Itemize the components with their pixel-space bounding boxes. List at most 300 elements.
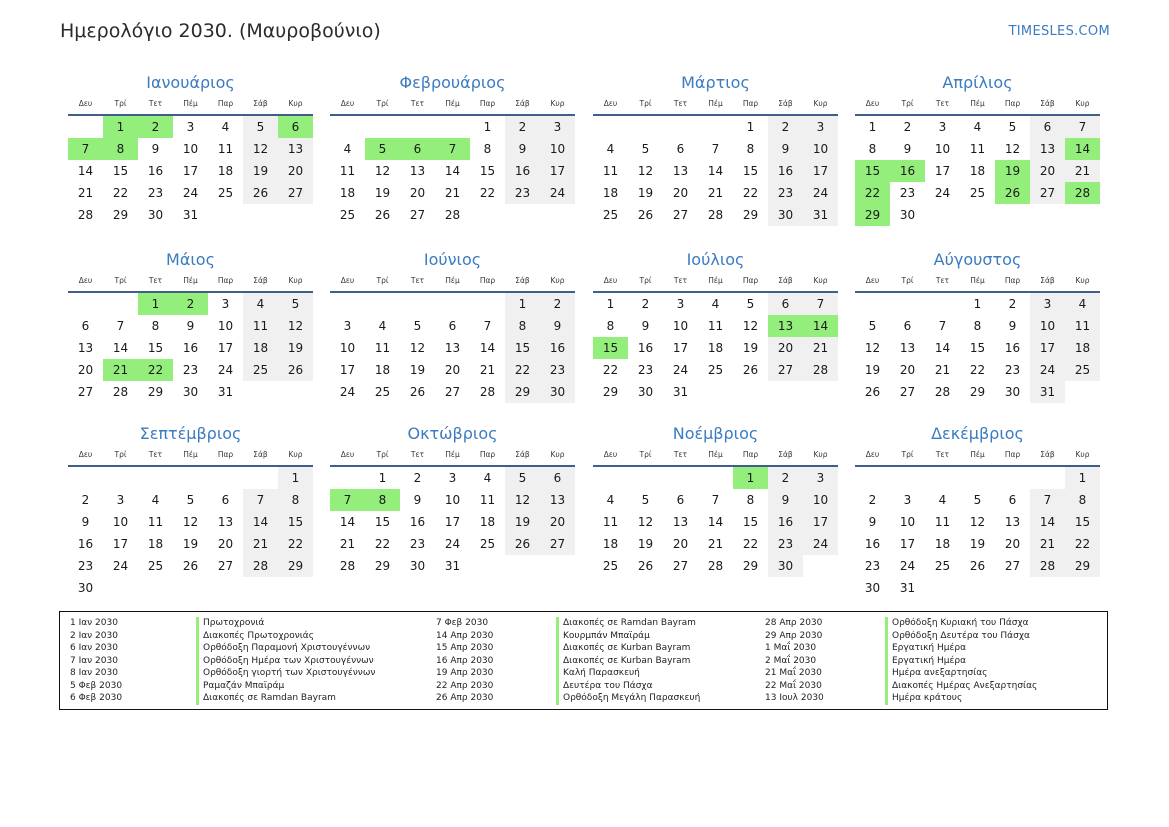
- month-calendar: [855, 423, 1100, 599]
- holiday-date: 2 Ιαν 2030: [70, 630, 118, 641]
- day-cell: 11: [1065, 315, 1100, 337]
- day-cell: 3: [540, 116, 575, 138]
- weekday-label: Κυρ: [1075, 276, 1090, 285]
- empty-cell: [593, 116, 628, 138]
- day-cell: 3: [903, 493, 912, 507]
- weekday-label: Τετ: [148, 99, 163, 108]
- day-cell: 29: [278, 555, 313, 577]
- day-cell: 27: [217, 559, 234, 573]
- page-title: Ημερολόγιο 2030. (Μαυροβούνιο): [60, 20, 381, 42]
- weekday-label: Παρ: [479, 450, 496, 459]
- weekday-label: Παρ: [742, 99, 759, 108]
- day-cell: 15: [505, 337, 540, 359]
- holiday-row: [70, 642, 371, 655]
- day-cell: 27: [899, 385, 916, 399]
- empty-cell: [593, 467, 628, 489]
- holiday-day-cell: 16: [890, 160, 925, 182]
- weekday-label: Δευ: [340, 450, 355, 459]
- day-cell: 12: [505, 489, 540, 511]
- weekday-label: Δευ: [78, 99, 93, 108]
- day-cell: 20: [77, 363, 94, 377]
- day-cell: 23: [768, 533, 803, 555]
- month-calendar: [593, 423, 838, 577]
- day-cell: 14: [77, 164, 94, 178]
- holiday-name: Διακοπές σε Ramdan Bayram: [196, 692, 336, 705]
- holiday-day-cell: 21: [103, 359, 138, 381]
- holiday-day-cell: 22: [855, 182, 890, 204]
- day-cell: 30: [637, 385, 654, 399]
- day-cell: 17: [672, 341, 689, 355]
- holiday-name: Εργατική Ημέρα: [885, 642, 966, 655]
- day-cell: 7: [711, 493, 720, 507]
- day-cell: 26: [278, 359, 313, 381]
- day-cell: 30: [540, 381, 575, 403]
- day-cell: 17: [803, 160, 838, 182]
- day-cell: 15: [969, 341, 986, 355]
- weekday-label: Τετ: [410, 450, 425, 459]
- day-cell: 24: [934, 186, 951, 200]
- holiday-name: Διακοπές σε Kurban Bayram: [556, 655, 690, 668]
- day-cell: 12: [243, 138, 278, 160]
- day-cell: 18: [374, 363, 391, 377]
- day-cell: 24: [803, 533, 838, 555]
- day-cell: 17: [339, 363, 356, 377]
- day-cell: 21: [1065, 160, 1100, 182]
- day-cell: 10: [217, 319, 234, 333]
- day-cell: 9: [505, 138, 540, 160]
- day-cell: 14: [444, 164, 461, 178]
- weekday-label: Σάβ: [253, 99, 268, 108]
- day-cell: 9: [768, 138, 803, 160]
- empty-cell: [995, 467, 1030, 489]
- weekday-label: Τετ: [673, 276, 688, 285]
- day-cell: 25: [602, 559, 619, 573]
- empty-cell: [663, 116, 698, 138]
- holiday-date: 16 Απρ 2030: [436, 655, 494, 666]
- weekday-label: Δευ: [865, 276, 880, 285]
- day-cell: 17: [540, 160, 575, 182]
- day-cell: 30: [899, 208, 916, 222]
- day-cell: 11: [934, 515, 951, 529]
- holiday-column: [765, 617, 1038, 705]
- day-cell: 28: [339, 559, 356, 573]
- day-cell: 31: [182, 208, 199, 222]
- day-cell: 31: [217, 385, 234, 399]
- day-cell: 5: [746, 297, 755, 311]
- day-cell: 19: [278, 337, 313, 359]
- weekday-label: Κυρ: [288, 450, 303, 459]
- empty-cell: [628, 467, 663, 489]
- empty-cell: [208, 467, 243, 489]
- day-cell: 20: [409, 186, 426, 200]
- holiday-day-cell: 15: [855, 160, 890, 182]
- day-cell: 9: [413, 493, 422, 507]
- holiday-row: [765, 630, 1030, 643]
- holiday-row: [436, 630, 650, 643]
- day-cell: 1: [868, 120, 877, 134]
- day-cell: 6: [1030, 116, 1065, 138]
- month-calendar: [593, 249, 838, 403]
- day-cell: 26: [505, 533, 540, 555]
- day-cell: 11: [147, 515, 164, 529]
- day-cell: 12: [409, 341, 426, 355]
- day-cell: 9: [81, 515, 90, 529]
- day-cell: 9: [151, 142, 160, 156]
- day-cell: 11: [243, 315, 278, 337]
- weekday-label: Παρ: [479, 276, 496, 285]
- day-cell: 9: [868, 515, 877, 529]
- day-cell: 16: [77, 537, 94, 551]
- day-cell: 22: [374, 537, 391, 551]
- day-cell: 14: [707, 164, 724, 178]
- day-cell: 23: [182, 363, 199, 377]
- weekday-label: Πέμ: [708, 99, 723, 108]
- site-link[interactable]: TIMESLES.COM: [1008, 24, 1110, 39]
- month-calendar: [68, 249, 313, 403]
- day-cell: 12: [278, 315, 313, 337]
- holiday-row: [70, 667, 376, 680]
- day-cell: 24: [540, 182, 575, 204]
- day-cell: 17: [1030, 337, 1065, 359]
- day-cell: 19: [637, 186, 654, 200]
- holiday-day-cell: 6: [278, 116, 313, 138]
- day-cell: 5: [243, 116, 278, 138]
- weekday-label: Τετ: [935, 99, 950, 108]
- day-cell: 12: [969, 515, 986, 529]
- weekday-label: Τρί: [639, 99, 652, 108]
- day-cell: 4: [938, 493, 947, 507]
- day-cell: 30: [182, 385, 199, 399]
- day-cell: 19: [637, 537, 654, 551]
- day-grid: [68, 467, 313, 599]
- day-cell: 27: [1030, 182, 1065, 204]
- weekday-label: Τρί: [901, 450, 914, 459]
- day-cell: 27: [409, 208, 426, 222]
- holiday-day-cell: 13: [768, 315, 803, 337]
- day-cell: 5: [413, 319, 422, 333]
- weekday-header: [68, 271, 313, 293]
- weekday-label: Σάβ: [515, 276, 530, 285]
- holiday-day-cell: 22: [138, 359, 173, 381]
- day-cell: 17: [934, 164, 951, 178]
- month-calendar: [330, 72, 575, 226]
- weekday-label: Δευ: [865, 450, 880, 459]
- day-cell: 17: [899, 537, 916, 551]
- day-cell: 5: [186, 493, 195, 507]
- holiday-day-cell: 5: [365, 138, 400, 160]
- day-cell: 15: [147, 341, 164, 355]
- day-cell: 1: [746, 120, 755, 134]
- day-cell: 23: [409, 537, 426, 551]
- day-cell: 18: [934, 537, 951, 551]
- day-cell: 21: [444, 186, 461, 200]
- weekday-label: Τετ: [673, 99, 688, 108]
- empty-cell: [173, 467, 208, 489]
- month-name: Μάιος: [166, 250, 215, 269]
- day-cell: 4: [606, 142, 615, 156]
- weekday-label: Δευ: [78, 276, 93, 285]
- day-cell: 30: [77, 581, 94, 595]
- holiday-name: Ορθόδοξη Μεγάλη Παρασκευή: [556, 692, 700, 705]
- empty-cell: [1030, 467, 1065, 489]
- month-calendar: [855, 72, 1100, 226]
- holiday-row: [70, 655, 374, 668]
- weekday-label: Τετ: [935, 276, 950, 285]
- holiday-row: [436, 692, 701, 705]
- holiday-date: 7 Φεβ 2030: [436, 618, 489, 628]
- holiday-name: Διακοπές Πρωτοχρονιάς: [196, 630, 314, 643]
- weekday-label: Σάβ: [1040, 450, 1055, 459]
- day-cell: 29: [1065, 555, 1100, 577]
- weekday-header: [68, 445, 313, 467]
- weekday-label: Τρί: [114, 276, 127, 285]
- day-cell: 8: [746, 142, 755, 156]
- day-cell: 28: [479, 385, 496, 399]
- day-cell: 12: [637, 515, 654, 529]
- empty-cell: [435, 116, 470, 138]
- day-cell: 8: [505, 315, 540, 337]
- weekday-label: Τρί: [114, 450, 127, 459]
- day-cell: 4: [343, 142, 352, 156]
- day-cell: 1: [606, 297, 615, 311]
- day-cell: 8: [973, 319, 982, 333]
- day-cell: 10: [934, 142, 951, 156]
- holiday-day-cell: 1: [733, 467, 768, 489]
- weekday-label: Δευ: [603, 450, 618, 459]
- month-calendar: [68, 423, 313, 599]
- holiday-day-cell: 8: [365, 489, 400, 511]
- weekday-label: Δευ: [603, 99, 618, 108]
- empty-cell: [960, 467, 995, 489]
- day-cell: 10: [540, 138, 575, 160]
- day-cell: 7: [938, 319, 947, 333]
- day-cell: 21: [934, 363, 951, 377]
- day-cell: 23: [505, 182, 540, 204]
- day-cell: 1: [278, 467, 313, 489]
- day-cell: 23: [147, 186, 164, 200]
- holiday-day-cell: 6: [400, 138, 435, 160]
- day-cell: 22: [278, 533, 313, 555]
- day-cell: 15: [742, 515, 759, 529]
- day-cell: 12: [374, 164, 391, 178]
- holiday-name: Ορθόδοξη Παραμονή Χριστουγέννων: [196, 642, 370, 655]
- day-cell: 2: [540, 293, 575, 315]
- day-grid: [68, 293, 313, 403]
- day-cell: 2: [81, 493, 90, 507]
- day-cell: 29: [112, 208, 129, 222]
- day-cell: 11: [707, 319, 724, 333]
- month-name: Απρίλιος: [942, 73, 1013, 92]
- holiday-name: Κουρμπάν Μπαϊράμ: [556, 630, 650, 643]
- day-grid: [593, 467, 838, 577]
- day-cell: 6: [221, 493, 230, 507]
- holiday-name: Ορθόδοξη Κυριακή του Πάσχα: [885, 617, 1029, 630]
- day-cell: 29: [742, 559, 759, 573]
- day-cell: 15: [112, 164, 129, 178]
- holiday-row: [70, 680, 285, 693]
- day-cell: 30: [864, 581, 881, 595]
- day-cell: 9: [540, 315, 575, 337]
- day-cell: 18: [707, 341, 724, 355]
- day-cell: 24: [803, 182, 838, 204]
- day-cell: 3: [938, 120, 947, 134]
- holiday-day-cell: 29: [855, 204, 890, 226]
- day-cell: 13: [217, 515, 234, 529]
- day-cell: 20: [444, 363, 461, 377]
- day-cell: 28: [707, 208, 724, 222]
- day-cell: 16: [182, 341, 199, 355]
- empty-cell: [855, 293, 890, 315]
- day-cell: 2: [903, 120, 912, 134]
- holiday-row: [436, 655, 691, 668]
- day-cell: 26: [374, 208, 391, 222]
- weekday-label: Κυρ: [813, 99, 828, 108]
- empty-cell: [138, 467, 173, 489]
- day-cell: 21: [1030, 533, 1065, 555]
- empty-cell: [698, 116, 733, 138]
- day-cell: 22: [742, 537, 759, 551]
- weekday-header: [330, 445, 575, 467]
- weekday-label: Σάβ: [778, 276, 793, 285]
- holiday-row: [70, 617, 265, 630]
- day-cell: 21: [479, 363, 496, 377]
- holiday-date: 2 Μαΐ 2030: [765, 655, 817, 666]
- holiday-row: [765, 655, 966, 668]
- day-cell: 30: [768, 204, 803, 226]
- day-cell: 20: [217, 537, 234, 551]
- day-cell: 23: [540, 359, 575, 381]
- day-cell: 11: [217, 142, 234, 156]
- day-cell: 13: [278, 138, 313, 160]
- day-cell: 13: [672, 515, 689, 529]
- day-cell: 10: [112, 515, 129, 529]
- day-cell: 28: [803, 359, 838, 381]
- weekday-header: [330, 271, 575, 293]
- day-cell: 16: [409, 515, 426, 529]
- day-cell: 11: [602, 515, 619, 529]
- weekday-label: Κυρ: [813, 450, 828, 459]
- day-cell: 22: [602, 363, 619, 377]
- day-cell: 24: [112, 559, 129, 573]
- weekday-label: Παρ: [1004, 276, 1021, 285]
- day-cell: 21: [803, 337, 838, 359]
- day-cell: 18: [217, 164, 234, 178]
- day-cell: 4: [606, 493, 615, 507]
- weekday-label: Πέμ: [970, 99, 985, 108]
- weekday-label: Τρί: [639, 450, 652, 459]
- weekday-label: Κυρ: [1075, 450, 1090, 459]
- day-grid: [330, 467, 575, 577]
- day-cell: 5: [505, 467, 540, 489]
- holiday-day-cell: 2: [173, 293, 208, 315]
- holiday-date: 29 Απρ 2030: [765, 630, 823, 641]
- day-cell: 2: [768, 467, 803, 489]
- day-grid: [855, 116, 1100, 226]
- day-cell: 27: [444, 385, 461, 399]
- day-cell: 14: [339, 515, 356, 529]
- day-cell: 25: [1065, 359, 1100, 381]
- day-cell: 9: [641, 319, 650, 333]
- weekday-label: Τετ: [410, 276, 425, 285]
- weekday-label: Παρ: [217, 276, 234, 285]
- day-cell: 23: [1004, 363, 1021, 377]
- holiday-name: Ραμαζάν Μπαϊράμ: [196, 680, 284, 693]
- month-calendar: [330, 423, 575, 577]
- day-cell: 6: [81, 319, 90, 333]
- day-cell: 3: [221, 297, 230, 311]
- holiday-day-cell: 7: [435, 138, 470, 160]
- day-cell: 3: [803, 467, 838, 489]
- day-cell: 27: [77, 385, 94, 399]
- day-cell: 24: [182, 186, 199, 200]
- day-cell: 4: [711, 297, 720, 311]
- day-cell: 5: [278, 293, 313, 315]
- weekday-label: Τρί: [901, 99, 914, 108]
- holiday-day-cell: 14: [1065, 138, 1100, 160]
- empty-cell: [435, 293, 470, 315]
- day-cell: 24: [339, 385, 356, 399]
- day-cell: 18: [1065, 337, 1100, 359]
- weekday-label: Παρ: [217, 450, 234, 459]
- day-cell: 6: [903, 319, 912, 333]
- day-cell: 28: [112, 385, 129, 399]
- day-cell: 24: [1030, 359, 1065, 381]
- day-cell: 20: [540, 511, 575, 533]
- day-cell: 10: [803, 489, 838, 511]
- day-cell: 4: [973, 120, 982, 134]
- day-cell: 22: [505, 359, 540, 381]
- holiday-date: 6 Ιαν 2030: [70, 643, 118, 653]
- day-cell: 7: [803, 293, 838, 315]
- weekday-label: Τρί: [639, 276, 652, 285]
- day-cell: 3: [116, 493, 125, 507]
- day-cell: 30: [409, 559, 426, 573]
- day-cell: 29: [147, 385, 164, 399]
- day-cell: 8: [868, 142, 877, 156]
- day-cell: 29: [602, 385, 619, 399]
- holiday-date: 22 Απρ 2030: [436, 680, 494, 691]
- day-cell: 25: [243, 359, 278, 381]
- day-cell: 13: [444, 341, 461, 355]
- day-cell: 20: [278, 160, 313, 182]
- day-cell: 4: [378, 319, 387, 333]
- day-cell: 4: [483, 471, 492, 485]
- day-cell: 25: [339, 208, 356, 222]
- day-cell: 9: [186, 319, 195, 333]
- holiday-name: Ορθόδοξη γιορτή των Χριστουγέννων: [196, 667, 375, 680]
- holiday-legend: [59, 611, 1108, 710]
- day-grid: [855, 467, 1100, 599]
- day-cell: 2: [1008, 297, 1017, 311]
- day-cell: 13: [1004, 515, 1021, 529]
- day-cell: 27: [540, 533, 575, 555]
- weekday-label: Δευ: [603, 276, 618, 285]
- day-cell: 28: [444, 208, 461, 222]
- day-cell: 26: [637, 559, 654, 573]
- day-cell: 31: [803, 204, 838, 226]
- day-cell: 10: [672, 319, 689, 333]
- day-cell: 3: [803, 116, 838, 138]
- day-cell: 25: [602, 208, 619, 222]
- day-cell: 29: [742, 208, 759, 222]
- holiday-date: 22 Μαΐ 2030: [765, 680, 822, 691]
- holiday-day-cell: 7: [68, 138, 103, 160]
- weekday-label: Παρ: [742, 276, 759, 285]
- day-cell: 10: [339, 341, 356, 355]
- day-cell: 5: [641, 142, 650, 156]
- day-cell: 25: [969, 186, 986, 200]
- weekday-label: Πέμ: [183, 450, 198, 459]
